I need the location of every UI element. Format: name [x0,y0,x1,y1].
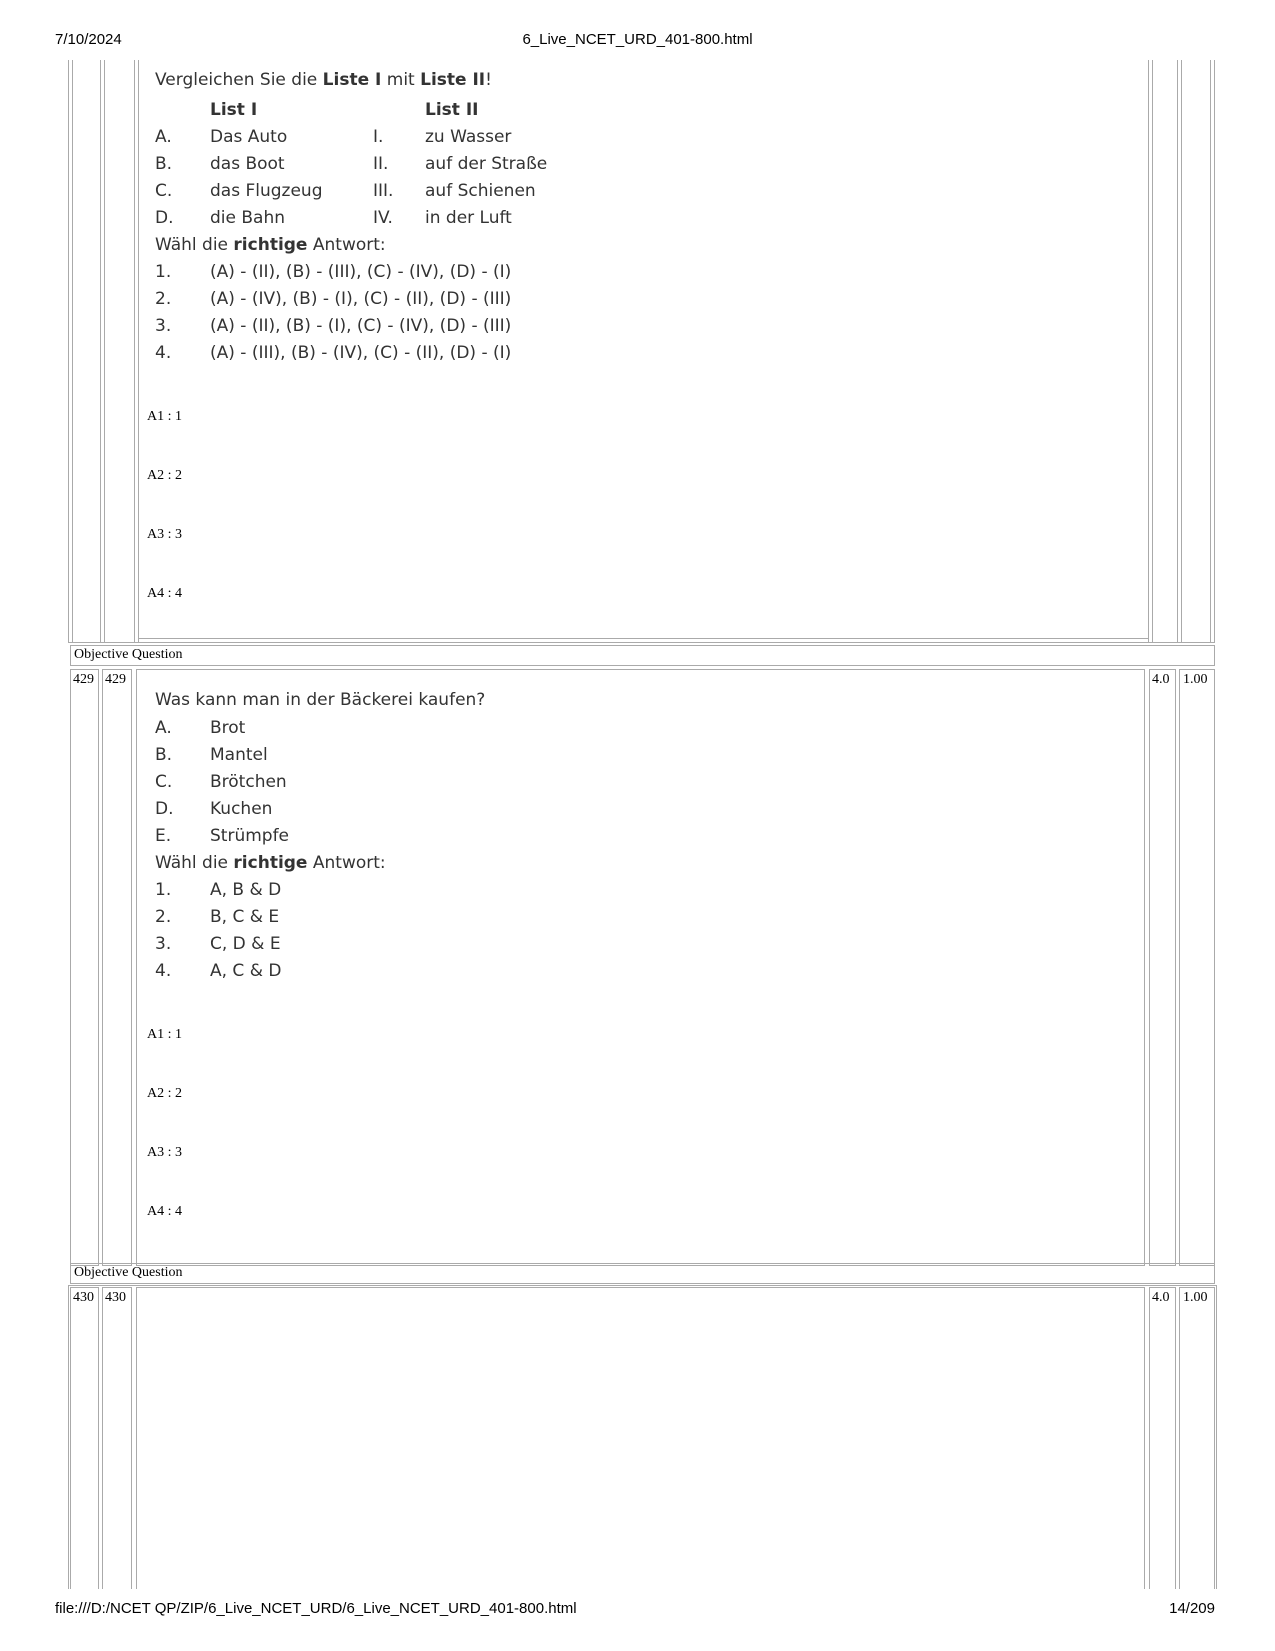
marks-cell: 4.0 [1149,1287,1176,1589]
answer-instruction: Wähl die richtige Antwort: [155,235,386,255]
list-1-heading: List I [210,100,258,120]
answer-key-1: A1 : 1 [147,1027,182,1042]
question-type-row [70,1263,1215,1284]
question-number-cell: 430 [70,1287,99,1589]
question-content-cell [136,1287,1145,1589]
list-2-heading: List II [425,100,479,120]
question-id-cell: 430 [102,1287,132,1589]
question-id-cell: 429 [102,669,132,1266]
question-prompt: Was kann man in der Bäckerei kaufen? [155,690,486,710]
answer-key-1: A1 : 1 [147,409,182,424]
question-type-row [70,645,1215,666]
question-prompt: Vergleichen Sie die Liste I mit Liste II! [155,70,492,90]
marks-cell: 4.0 [1149,669,1176,1266]
file-path: file:///D:/NCET QP/ZIP/6_Live_NCET_URD/6_Live_NCET_URD_401-800.html [55,1600,577,1617]
print-date: 7/10/2024 [55,31,122,48]
question-type-label: Objective Question [74,1265,183,1280]
page-number: 14/209 [1169,1600,1215,1617]
answer-key-4: A4 : 4 [147,1204,182,1219]
answer-key-3: A3 : 3 [147,1145,182,1160]
question-content-cell [136,669,1145,1266]
answer-key-2: A2 : 2 [147,1086,182,1101]
question-type-label: Objective Question [74,647,183,662]
negative-marks-cell: 1.00 [1179,1287,1215,1589]
negative-marks-cell: 1.00 [1179,669,1215,1266]
answer-key-3: A3 : 3 [147,527,182,542]
page-title: 6_Live_NCET_URD_401-800.html [522,31,753,48]
answer-instruction: Wähl die richtige Antwort: [155,853,386,873]
answer-key-2: A2 : 2 [147,468,182,483]
answer-key-4: A4 : 4 [147,586,182,601]
question-number-cell: 429 [70,669,99,1266]
